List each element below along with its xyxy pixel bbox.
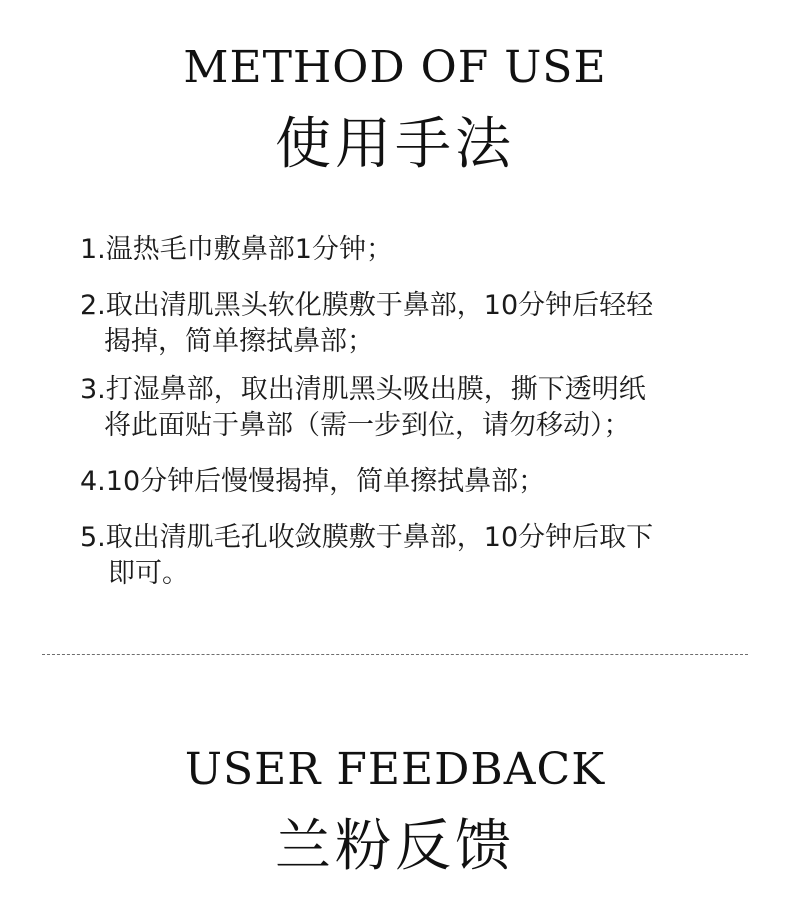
usage-step-2-text: 2.取出清肌黑头软化膜敷于鼻部，10分钟后轻轻 bbox=[80, 290, 654, 321]
usage-step-4 bbox=[80, 464, 730, 500]
user-feedback-chinese-heading: 兰粉反馈 bbox=[275, 814, 515, 879]
dashed-divider bbox=[42, 654, 748, 655]
usage-step-1 bbox=[80, 232, 730, 268]
usage-step-2 bbox=[80, 288, 730, 360]
user-feedback-heading: USER FEEDBACK bbox=[184, 744, 606, 795]
usage-step-1-text: 1.温热毛巾敷鼻部1分钟； bbox=[80, 234, 393, 265]
usage-step-5-text: 5.取出清肌毛孔收敛膜敷于鼻部，10分钟后取下 bbox=[80, 522, 654, 553]
usage-step-5-continuation: 即可。 bbox=[108, 558, 189, 589]
method-of-use-chinese-heading: 使用手法 bbox=[275, 112, 515, 177]
usage-step-2-continuation: 揭掉，简单擦拭鼻部； bbox=[104, 326, 374, 357]
usage-step-3 bbox=[80, 372, 730, 444]
usage-step-4-text: 4.10分钟后慢慢揭掉，简单擦拭鼻部； bbox=[80, 466, 546, 497]
usage-step-3-continuation: 将此面贴于鼻部（需一步到位，请勿移动）； bbox=[104, 410, 631, 441]
usage-step-5 bbox=[80, 520, 730, 592]
usage-step-3-text: 3.打湿鼻部，取出清肌黑头吸出膜，撕下透明纸 bbox=[80, 374, 646, 405]
method-of-use-heading: METHOD OF USE bbox=[183, 42, 607, 93]
